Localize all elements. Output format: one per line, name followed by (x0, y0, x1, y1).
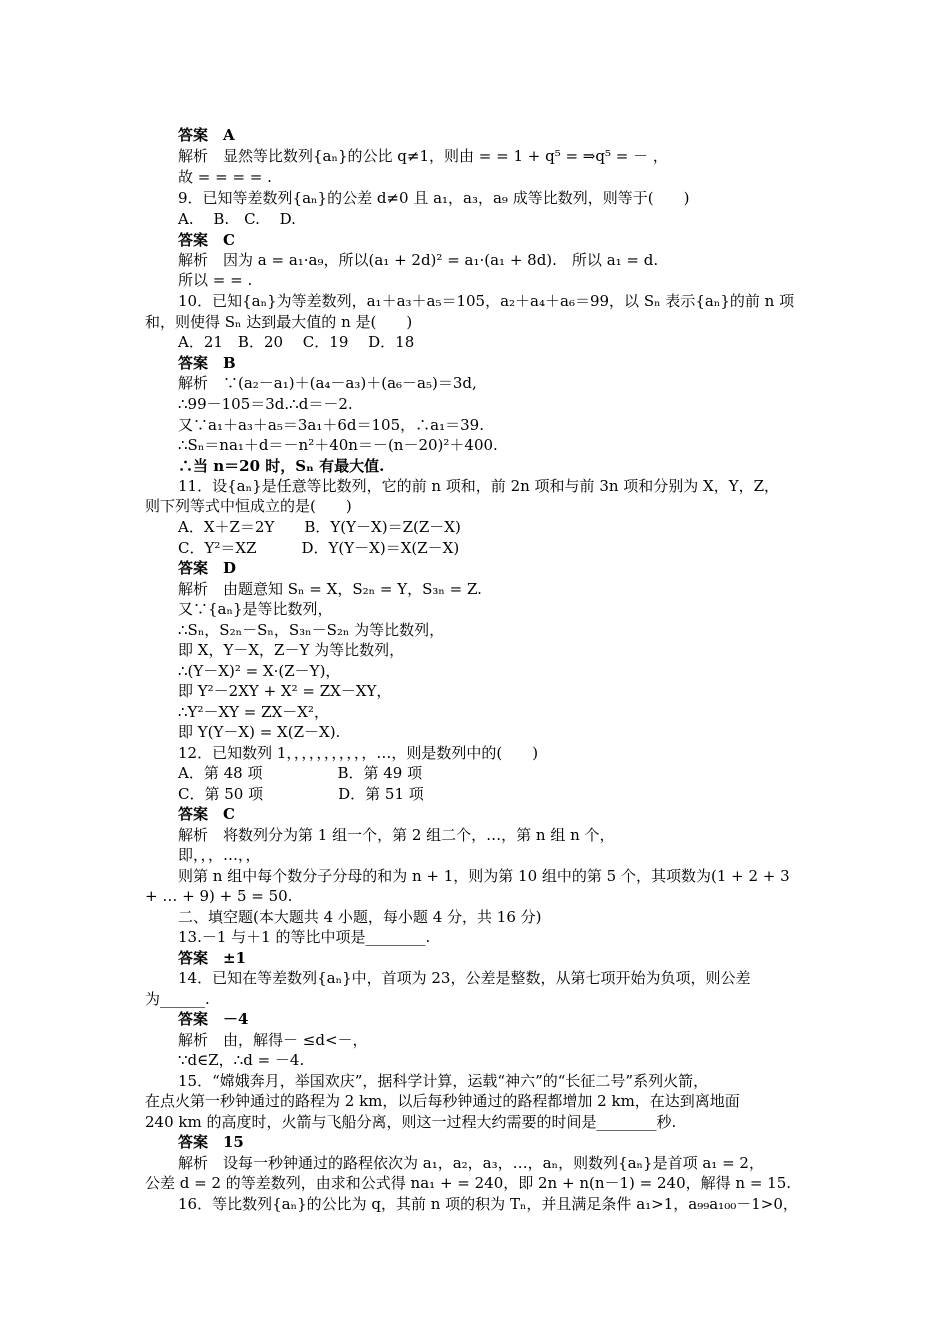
answer-line: 答案 A (178, 126, 235, 144)
question-line: 则下列等式中恒成立的是( ) (145, 497, 352, 515)
solution-line: 解析 将数列分为第 1 组一个，第 2 组二个，…，第 n 组 n 个， (178, 826, 615, 844)
question-line: 9．已知等差数列{aₙ}的公差 d≠0 且 a₁，a₃，a₉ 成等比数列，则等于( ) (178, 189, 690, 207)
answer-line: 答案 15 (178, 1133, 244, 1151)
question-line: 12．已知数列 1，，，，，，，，，，，…，则是数列中的( ) (178, 744, 539, 762)
question-line: 13.－1 与＋1 的等比中项是________. (178, 928, 431, 946)
solution-line: ∵d∈Z，∴d = －4. (178, 1051, 305, 1069)
solution-line: 解析 因为 a = a₁·a₉，所以(a₁ + 2d)² = a₁·(a₁ + 8d). 所以 a₁ = d. (178, 251, 659, 269)
solution-line: 又∵a₁＋a₃＋a₅＝3a₁＋6d＝105，∴a₁＝39. (178, 416, 484, 434)
solution-line: 公差 d = 2 的等差数列，由求和公式得 na₁ + = 240，即 2n + n(n－1) = 240，解得 n = 15. (145, 1174, 792, 1192)
options-line: A．21 B．20 C．19 D．18 (178, 333, 415, 351)
solution-line: 解析 设每一秒钟通过的路程依次为 a₁，a₂，a₃，…，aₙ，则数列{aₙ}是首项 a₁ = 2， (178, 1154, 764, 1172)
solution-line: + … + 9) + 5 = 50. (145, 887, 293, 905)
options-line: C．第 50 项 D．第 51 项 (178, 785, 424, 803)
question-line: 11．设{aₙ}是任意等比数列，它的前 n 项和，前 2n 项和与前 3n 项和分别为 X，Y，Z， (178, 477, 780, 495)
answer-line: 答案 C (178, 231, 235, 249)
answer-line: 答案 D (178, 559, 237, 577)
answer-line: 答案 C (178, 805, 235, 823)
solution-line: 即，，，…，， (178, 846, 261, 864)
question-line: 14．已知在等差数列{aₙ}中，首项为 23，公差是整数，从第七项开始为负项，则公差 (178, 969, 751, 987)
options-line: A．X＋Z＝2Y B．Y(Y－X)＝Z(Z－X) (178, 518, 461, 536)
solution-line: 即 Y²－2XY + X² = ZX－XY， (178, 682, 392, 700)
solution-line: 则第 n 组中每个数分子分母的和为 n + 1，则为第 10 组中的第 5 个，其项数为(1 + 2 + 3 (178, 867, 790, 885)
solution-line: 解析 由题意知 Sₙ = X，S₂ₙ = Y，S₃ₙ = Z. (178, 580, 482, 598)
options-line: C．Y²＝XZ D．Y(Y－X)＝X(Z－X) (178, 539, 460, 557)
solution-line: 所以 = = . (178, 271, 253, 289)
solution-line: ∴Sₙ＝na₁＋d＝－n²＋40n＝－(n－20)²＋400. (178, 436, 498, 454)
question-line: 16．等比数列{aₙ}的公比为 q，其前 n 项的积为 Tₙ，并且满足条件 a₁>1，a₉₉a₁₀₀－1>0， (178, 1195, 798, 1213)
solution-line: ∴(Y－X)² = X·(Z－Y)， (178, 662, 341, 680)
section-heading: 二、填空题(本大题共 4 小题，每小题 4 分，共 16 分) (178, 908, 542, 926)
question-line: 10．已知{aₙ}为等差数列，a₁＋a₃＋a₅＝105，a₂＋a₄＋a₆＝99，以 Sₙ 表示{aₙ}的前 n 项 (178, 292, 795, 310)
solution-line: 即 Y(Y－X) = X(Z－X). (178, 723, 341, 741)
solution-line: ∴Sₙ，S₂ₙ－Sₙ，S₃ₙ－S₂ₙ 为等比数列， (178, 621, 445, 639)
question-line: 和，则使得 Sₙ 达到最大值的 n 是( ) (145, 313, 413, 331)
question-line: 为______. (145, 990, 210, 1008)
question-line: 15．“嫦娥奔月，举国欢庆”，据科学计算，运载“神六”的“长征二号”系列火箭， (178, 1072, 709, 1090)
solution-line: 解析 由，解得－ ≤d<－， (178, 1031, 368, 1049)
solution-line: ∴Y²－XY = ZX－X²， (178, 703, 329, 721)
answer-line: 答案 ±1 (178, 949, 247, 967)
solution-line: 故 = = = = . (178, 168, 272, 186)
options-line: A．第 48 项 B．第 49 项 (178, 764, 423, 782)
question-line: 240 km 的高度时，火箭与飞船分离，则这一过程大约需要的时间是________秒. (145, 1113, 677, 1131)
answer-line: 答案 B (178, 354, 236, 372)
question-line: 在点火第一秒钟通过的路程为 2 km，以后每秒钟通过的路程都增加 2 km，在达到离地面 (145, 1092, 740, 1110)
options-line: A. B. C. D. (178, 210, 296, 228)
solution-line: ∴当 n＝20 时，Sₙ 有最大值. (178, 457, 385, 475)
answer-line: 答案 －4 (178, 1010, 249, 1028)
solution-line: 解析 ∵(a₂－a₁)＋(a₄－a₃)＋(a₆－a₅)＝3d, (178, 374, 477, 392)
solution-line: 解析 显然等比数列{aₙ}的公比 q≠1，则由 = = 1 + q⁵ = ⇒q⁵ = － ， (178, 147, 668, 165)
solution-line: 即 X，Y－X，Z－Y 为等比数列， (178, 641, 405, 659)
solution-line: 又∵{aₙ}是等比数列， (178, 600, 333, 618)
solution-line: ∴99－105＝3d.∴d＝－2. (178, 395, 353, 413)
